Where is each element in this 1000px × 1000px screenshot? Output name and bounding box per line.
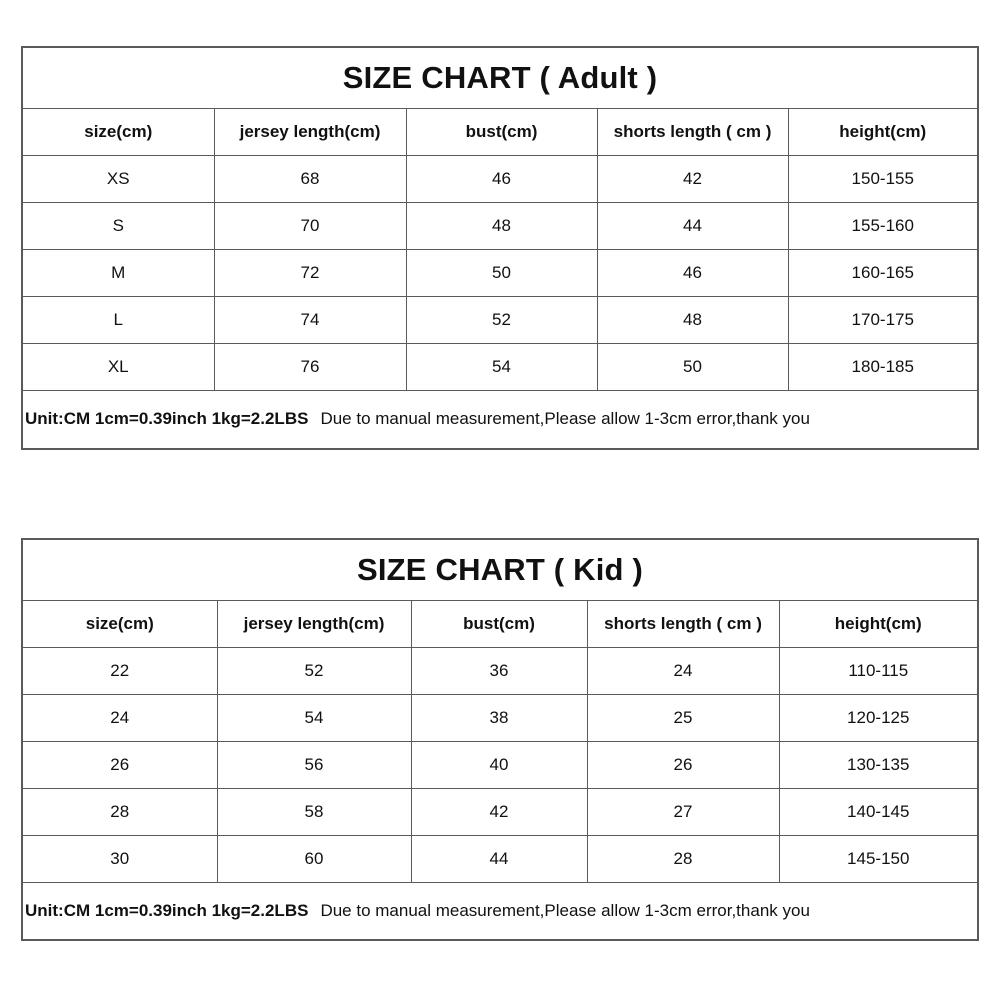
table-cell: XL <box>23 344 214 391</box>
table-row <box>23 836 977 883</box>
column-header: jersey length(cm) <box>214 109 406 156</box>
unit-note: Unit:CM 1cm=0.39inch 1kg=2.2LBS <box>25 409 309 428</box>
table-cell: 160-165 <box>788 250 977 297</box>
table-cell: 22 <box>23 648 217 695</box>
column-header: size(cm) <box>23 109 214 156</box>
table-row <box>23 789 977 836</box>
column-header: shorts length ( cm ) <box>587 601 779 648</box>
table-cell: 44 <box>411 836 587 883</box>
table-cell: 170-175 <box>788 297 977 344</box>
table-cell: 24 <box>23 695 217 742</box>
table-row <box>23 742 977 789</box>
table-cell: 52 <box>406 297 597 344</box>
table-cell: L <box>23 297 214 344</box>
table-cell: S <box>23 203 214 250</box>
table-cell: 145-150 <box>779 836 977 883</box>
table-cell: 38 <box>411 695 587 742</box>
table-row <box>23 297 977 344</box>
table-cell: 46 <box>597 250 788 297</box>
column-header: shorts length ( cm ) <box>597 109 788 156</box>
table-cell: 68 <box>214 156 406 203</box>
table-cell: 130-135 <box>779 742 977 789</box>
table-cell: 140-145 <box>779 789 977 836</box>
table-cell: 30 <box>23 836 217 883</box>
table-cell: 74 <box>214 297 406 344</box>
table-cell: 120-125 <box>779 695 977 742</box>
table-cell: 40 <box>411 742 587 789</box>
table-cell: 36 <box>411 648 587 695</box>
table-cell: 44 <box>597 203 788 250</box>
header-row <box>23 109 977 156</box>
table-cell: 50 <box>597 344 788 391</box>
size-table <box>23 601 977 883</box>
chart-footer <box>23 883 977 939</box>
table-cell: XS <box>23 156 214 203</box>
table-cell: 56 <box>217 742 411 789</box>
table-row <box>23 156 977 203</box>
table-cell: 76 <box>214 344 406 391</box>
table-row <box>23 344 977 391</box>
column-header: bust(cm) <box>406 109 597 156</box>
table-cell: 25 <box>587 695 779 742</box>
size-chart-adult <box>21 46 979 450</box>
measurement-note: Due to manual measurement,Please allow 1-3cm error,thank you <box>320 409 810 428</box>
chart-title: SIZE CHART ( Kid ) <box>23 540 977 601</box>
table-cell: 24 <box>587 648 779 695</box>
header-row <box>23 601 977 648</box>
table-cell: 58 <box>217 789 411 836</box>
size-table <box>23 109 977 391</box>
column-header: height(cm) <box>779 601 977 648</box>
chart-footer <box>23 391 977 447</box>
table-cell: 60 <box>217 836 411 883</box>
table-cell: M <box>23 250 214 297</box>
column-header: bust(cm) <box>411 601 587 648</box>
table-cell: 27 <box>587 789 779 836</box>
table-row <box>23 648 977 695</box>
table-row <box>23 250 977 297</box>
table-row <box>23 203 977 250</box>
table-cell: 26 <box>23 742 217 789</box>
table-cell: 46 <box>406 156 597 203</box>
size-chart-kid <box>21 538 979 941</box>
table-cell: 42 <box>597 156 788 203</box>
table-cell: 26 <box>587 742 779 789</box>
table-cell: 54 <box>217 695 411 742</box>
column-header: jersey length(cm) <box>217 601 411 648</box>
table-cell: 155-160 <box>788 203 977 250</box>
table-cell: 110-115 <box>779 648 977 695</box>
table-cell: 48 <box>597 297 788 344</box>
table-cell: 48 <box>406 203 597 250</box>
column-header: height(cm) <box>788 109 977 156</box>
table-cell: 28 <box>23 789 217 836</box>
table-cell: 70 <box>214 203 406 250</box>
table-cell: 28 <box>587 836 779 883</box>
table-cell: 180-185 <box>788 344 977 391</box>
table-cell: 42 <box>411 789 587 836</box>
table-cell: 150-155 <box>788 156 977 203</box>
table-cell: 52 <box>217 648 411 695</box>
table-cell: 54 <box>406 344 597 391</box>
table-row <box>23 695 977 742</box>
unit-note: Unit:CM 1cm=0.39inch 1kg=2.2LBS <box>25 901 309 920</box>
table-cell: 72 <box>214 250 406 297</box>
column-header: size(cm) <box>23 601 217 648</box>
chart-title: SIZE CHART ( Adult ) <box>23 48 977 109</box>
table-cell: 50 <box>406 250 597 297</box>
measurement-note: Due to manual measurement,Please allow 1-3cm error,thank you <box>320 901 810 920</box>
